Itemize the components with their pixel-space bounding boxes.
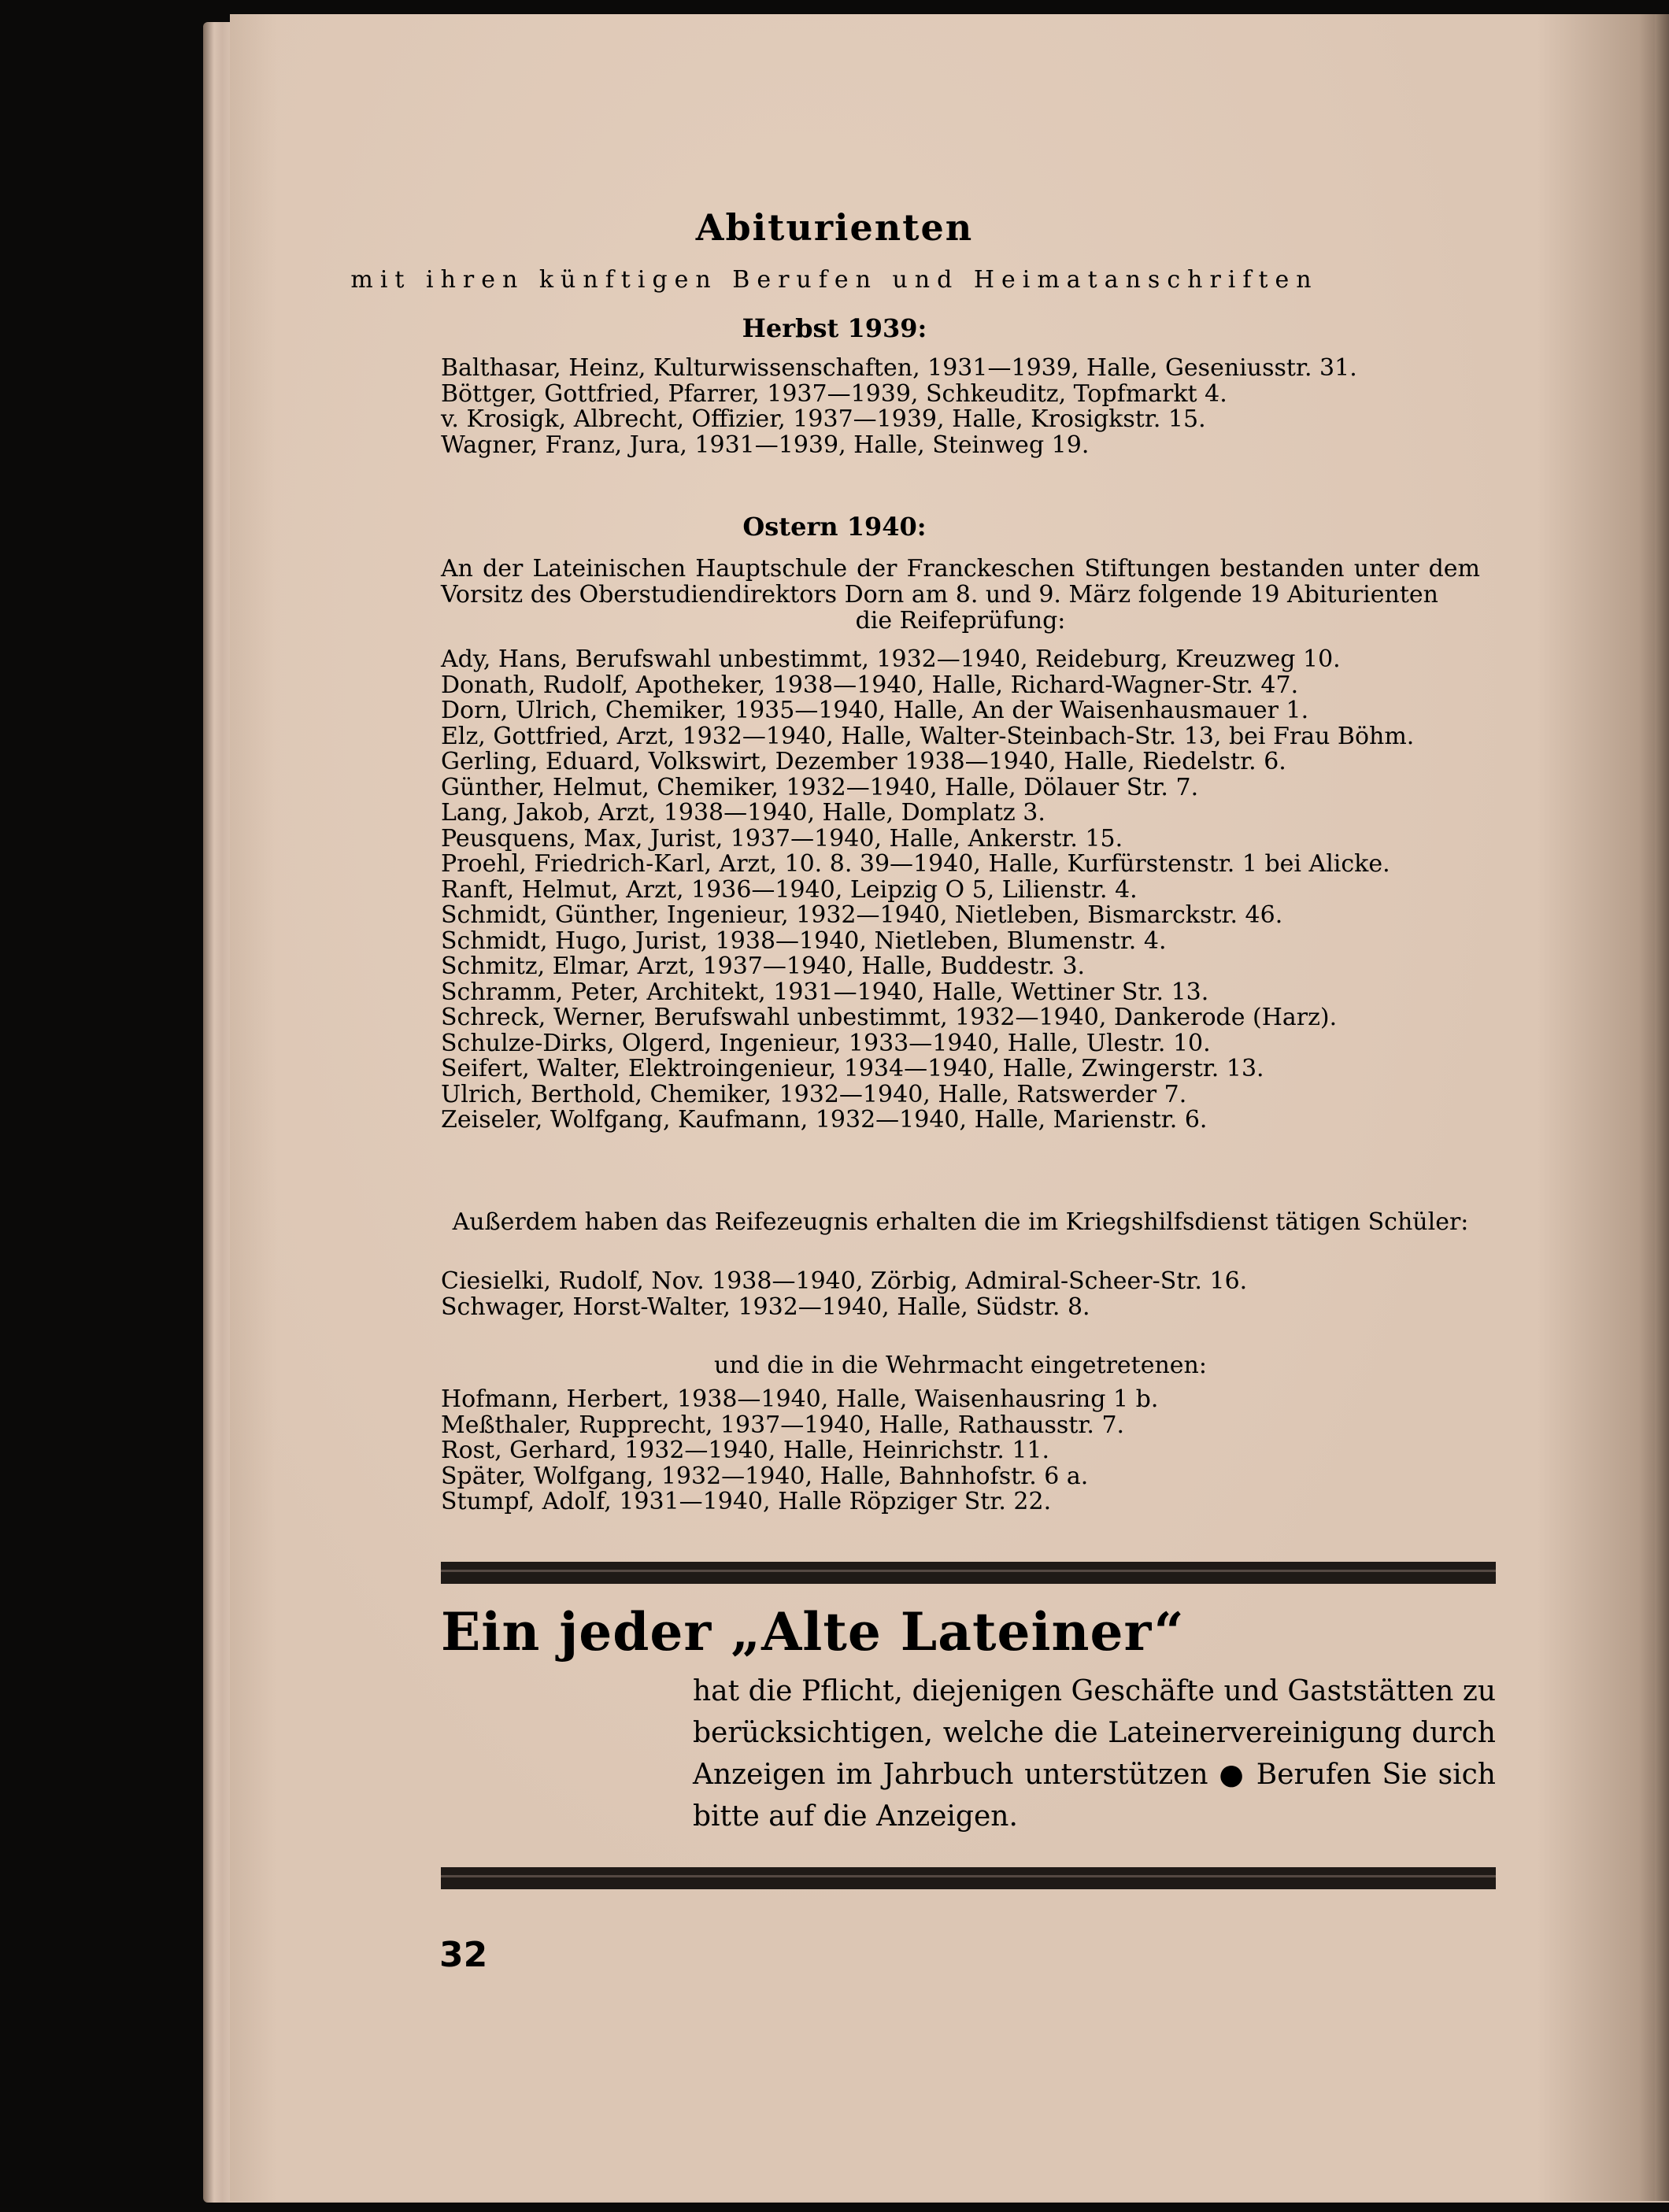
page-subtitle: mit ihren künftigen Berufen und Heimatanschriften (350, 266, 1319, 294)
list-item: Stumpf, Adolf, 1931—1940, Halle Röpziger Str. 22. (441, 1488, 1052, 1515)
list-item: Balthasar, Heinz, Kulturwissenschaften, 1931—1939, Halle, Geseniusstr. 31. (441, 354, 1357, 382)
advert-bottom-rule (441, 1867, 1496, 1889)
list-item: Gerling, Eduard, Volkswirt, Dezember 1938—1940, Halle, Riedelstr. 6. (441, 748, 1286, 775)
section-heading-ostern-1940: Ostern 1940: (742, 512, 927, 542)
list-item: Rost, Gerhard, 1932—1940, Halle, Heinrichstr. 11. (441, 1437, 1050, 1464)
list-item: Peusquens, Max, Jurist, 1937—1940, Halle, Ankerstr. 15. (441, 824, 1123, 853)
list-item: Schmidt, Hugo, Jurist, 1938—1940, Nietleben, Blumenstr. 4. (441, 927, 1167, 955)
list-item: Zeiseler, Wolfgang, Kaufmann, 1932—1940, Halle, Marienstr. 6. (441, 1106, 1208, 1134)
list-item: Dorn, Ulrich, Chemiker, 1935—1940, Halle, An der Waisenhausmauer 1. (441, 697, 1309, 724)
graduate-list-ostern-1940 (441, 647, 1496, 1134)
intro-text: An der Lateinischen Hauptschule der Franckeschen Stiftungen bestanden unter dem Vorsitz des Oberstudiendirektors Dorn am 8. und 9. März folgende 19 Abiturienten (441, 555, 1480, 608)
advert-body: hat die Pflicht, diejenigen Geschäfte und Gaststätten zu berücksichtigen, welche die Lateinervereinigung durch Anzeigen im Jahrbuch unterstützen ● Berufen Sie sich bitte auf die Anzeigen. (693, 1675, 1496, 1833)
list-item: Seifert, Walter, Elektroingenieur, 1934—1940, Halle, Zwingerstr. 13. (441, 1055, 1264, 1082)
list-item: Ciesielki, Rudolf, Nov. 1938—1940, Zörbig, Admiral-Scheer-Str. 16. (441, 1267, 1248, 1295)
list-item: Wagner, Franz, Jura, 1931—1939, Halle, Steinweg 19. (441, 431, 1090, 459)
section-heading-herbst-1939: Herbst 1939: (742, 313, 927, 343)
list-item: Elz, Gottfried, Arzt, 1932—1940, Halle, Walter-Steinbach-Str. 13, bei Frau Böhm. (441, 722, 1415, 750)
list-item: Schramm, Peter, Architekt, 1931—1940, Halle, Wettiner Str. 13. (441, 978, 1209, 1006)
list-item: Schulze-Dirks, Olgerd, Ingenieur, 1933—1940, Halle, Ulestr. 10. (441, 1029, 1211, 1057)
section-intro-text (441, 556, 1480, 634)
page-number: 32 (439, 1935, 488, 1975)
graduate-list-herbst-1939 (441, 356, 1496, 458)
list-item: Ulrich, Berthold, Chemiker, 1932—1940, Halle, Ratswerder 7. (441, 1080, 1187, 1108)
list-item: v. Krosigk, Albrecht, Offizier, 1937—1939, Halle, Krosigkstr. 15. (441, 405, 1206, 433)
graduate-list-kriegshilfsdienst (441, 1269, 1496, 1320)
advert-headline: Ein jeder „Alte Lateiner“ (441, 1601, 1185, 1663)
list-item: Günther, Helmut, Chemiker, 1932—1940, Halle, Dölauer Str. 7. (441, 773, 1199, 801)
list-item: Hofmann, Herbert, 1938—1940, Halle, Waisenhausring 1 b. (441, 1385, 1159, 1413)
advert-top-rule (441, 1562, 1496, 1584)
page-gutter-shadow (1655, 14, 1669, 2201)
list-item: Meßthaler, Rupprecht, 1937—1940, Halle, Rathausstr. 7. (441, 1411, 1125, 1439)
list-item: Ady, Hans, Berufswahl unbestimmt, 1932—1940, Reideburg, Kreuzweg 10. (441, 645, 1341, 673)
list-item: Schreck, Werner, Berufswahl unbestimmt, 1932—1940, Dankerode (Harz). (441, 1004, 1338, 1031)
list-item: Schmidt, Günther, Ingenieur, 1932—1940, Nietleben, Bismarckstr. 46. (441, 901, 1283, 929)
list-item: Lang, Jakob, Arzt, 1938—1940, Halle, Domplatz 3. (441, 799, 1045, 827)
list-item: Böttger, Gottfried, Pfarrer, 1937—1939, Schkeuditz, Topfmarkt 4. (441, 379, 1227, 408)
page-title: Abiturienten (695, 206, 974, 249)
list-item: Ranft, Helmut, Arzt, 1936—1940, Leipzig O 5, Lilienstr. 4. (441, 875, 1138, 904)
list-item: Donath, Rudolf, Apotheker, 1938—1940, Halle, Richard-Wagner-Str. 47. (441, 671, 1299, 699)
note-kriegshilfsdienst: Außerdem haben das Reifezeugnis erhalten die im Kriegshilfsdienst tätigen Schüler: (452, 1208, 1469, 1236)
list-item: Proehl, Friedrich-Karl, Arzt, 10. 8. 39—1940, Halle, Kurfürstenstr. 1 bei Alicke. (441, 850, 1390, 878)
graduate-list-wehrmacht (441, 1387, 1496, 1515)
note-wehrmacht: und die in die Wehrmacht eingetretenen: (714, 1352, 1207, 1379)
list-item: Schmitz, Elmar, Arzt, 1937—1940, Halle, Buddestr. 3. (441, 952, 1086, 980)
list-item: Schwager, Horst-Walter, 1932—1940, Halle, Südstr. 8. (441, 1293, 1090, 1321)
list-item: Später, Wolfgang, 1932—1940, Halle, Bahnhofstr. 6 a. (441, 1462, 1089, 1490)
intro-text-last-line: die Reifeprüfung: (855, 607, 1066, 634)
